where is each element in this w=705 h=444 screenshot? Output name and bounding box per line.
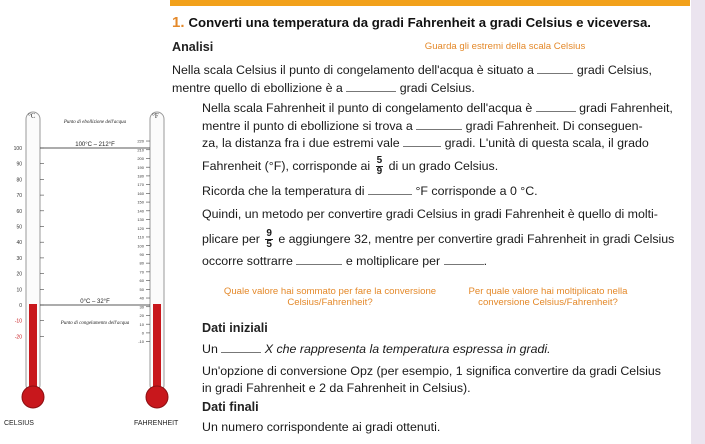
blank-distance[interactable]	[403, 135, 441, 147]
recall-text-end: °F corrisponde a 0 °C.	[415, 184, 538, 198]
blank-subtract[interactable]	[296, 253, 342, 265]
freezing-value: 0°C – 32°F	[80, 299, 110, 305]
celsius-line1-end: gradi Celsius,	[576, 63, 652, 77]
initial-line2: Un'opzione di conversione Opz (per esempio, 1 significa convertire da gradi Celsius	[202, 363, 661, 378]
fahrenheit-line4: Fahrenheit (°F), corrisponde ai	[202, 158, 371, 173]
celsius-tick-label: 70	[16, 193, 22, 200]
initial-data-heading: Dati iniziali	[202, 321, 268, 335]
boiling-value: 100°C – 212°F	[75, 142, 115, 148]
final-data-heading: Dati finali	[202, 400, 259, 414]
initial-line3: in gradi Fahrenheit e 2 da Fahrenheit in Celsius).	[202, 381, 471, 396]
celsius-tick-label: 30	[16, 255, 22, 262]
freezing-label: Punto di congelamento dell'acqua	[60, 321, 130, 326]
fahrenheit-tick-label: 50	[139, 286, 144, 292]
celsius-line1: Nella scala Celsius il punto di congelamento dell'acqua è situato a	[172, 63, 534, 77]
fahrenheit-line2: mentre il punto di ebollizione si trova a	[202, 118, 413, 133]
method-line3-end: .	[483, 253, 488, 268]
thermometer-illustration	[0, 104, 200, 444]
fahrenheit-paragraph	[202, 100, 692, 177]
method-line3: occorre sottrarre	[202, 253, 293, 268]
initial-line1: Un	[202, 342, 218, 356]
fahrenheit-line2-end: gradi Fahrenheit. Di conseguen-	[465, 118, 643, 133]
fahrenheit-tick-label: 170	[137, 182, 144, 188]
celsius-tick-label: 0	[19, 303, 22, 309]
fahrenheit-line1: Nella scala Fahrenheit il punto di congelamento dell'acqua è	[202, 101, 533, 115]
fahrenheit-tick-label: 70	[139, 269, 144, 275]
celsius-line2-end: gradi Celsius.	[399, 80, 475, 95]
blank-recall[interactable]	[368, 183, 412, 195]
fahrenheit-tick-label: 210	[137, 147, 144, 153]
initial-data-paragraph	[202, 341, 694, 398]
celsius-line2: mentre quello di ebollizione è a	[172, 80, 343, 95]
fahrenheit-unit: °F	[152, 112, 159, 120]
fahrenheit-tick-label: 60	[139, 278, 144, 284]
recall-text: Ricorda che la temperatura di	[202, 184, 365, 198]
method-line1: Quindi, un metodo per convertire gradi Celsius in gradi Fahrenheit è quello di molti-	[202, 207, 658, 221]
method-line3-mid: e moltiplicare per	[345, 253, 441, 268]
fahrenheit-tick-label: 160	[137, 190, 144, 196]
celsius-mercury	[29, 304, 37, 392]
fahrenheit-tick-label: 100	[137, 243, 144, 249]
blank-boiling-c[interactable]	[346, 80, 396, 92]
fahrenheit-bulb	[146, 386, 168, 408]
fraction-numerator: 5	[376, 155, 383, 167]
exercise-number: 1.	[172, 14, 185, 31]
celsius-bulb	[22, 386, 44, 408]
hint-added-value: Quale valore hai sommato per fare la conversione Celsius/Fahrenheit?	[223, 286, 437, 308]
fahrenheit-tick-label: -10	[138, 339, 144, 345]
exercise-title	[172, 14, 651, 31]
fahrenheit-tick-label: 90	[139, 252, 144, 258]
method-line2: plicare per	[202, 231, 260, 246]
fahrenheit-caption: FAHRENHEIT	[134, 420, 179, 427]
fahrenheit-tick-label: 110	[137, 234, 144, 240]
fahrenheit-line1-end: gradi Fahrenheit,	[579, 101, 673, 115]
fahrenheit-tick-label: 120	[137, 225, 144, 231]
recall-line	[202, 183, 538, 201]
method-paragraph	[202, 206, 694, 270]
fahrenheit-tick-label: 190	[137, 164, 144, 170]
fraction2-denominator: 5	[266, 238, 272, 250]
celsius-caption: CELSIUS	[4, 420, 34, 427]
fahrenheit-tick-label: 0	[141, 330, 144, 336]
fahrenheit-tick-label: 30	[139, 304, 144, 310]
fahrenheit-tick-label: 80	[139, 260, 144, 266]
celsius-tick-label: 40	[16, 240, 22, 247]
fahrenheit-tick-label: 10	[139, 321, 144, 327]
blank-boiling-f[interactable]	[416, 118, 462, 130]
final-data-line: Un numero corrispondente ai gradi ottenuti.	[202, 420, 441, 434]
fahrenheit-mercury	[153, 304, 161, 392]
blank-freezing-f[interactable]	[536, 100, 576, 112]
celsius-tick-label: 10	[16, 287, 22, 294]
fahrenheit-line3-end: gradi. L'unità di questa scala, il grado	[444, 136, 649, 151]
fahrenheit-tick-label: 220	[137, 138, 144, 144]
hint-multiplied-value: Per quale valore hai moltiplicato nella conversione Celsius/Fahrenheit?	[468, 286, 628, 308]
fahrenheit-tick-label: 130	[137, 217, 144, 223]
blank-type[interactable]	[221, 341, 261, 353]
celsius-tick-label: -10	[14, 318, 22, 325]
blank-freezing-c[interactable]	[537, 62, 573, 74]
method-line2-end: e aggiungere 32, mentre per convertire gradi Fahrenheit in gradi Celsius	[278, 231, 675, 246]
celsius-tick-label: 90	[16, 161, 22, 168]
celsius-unit: °C	[28, 112, 36, 120]
fahrenheit-tick-label: 140	[137, 208, 144, 214]
hint-celsius-extremes: Guarda gli estremi della scala Celsius	[424, 41, 586, 52]
fraction-5-9	[376, 156, 384, 177]
fahrenheit-tick-label: 150	[137, 199, 144, 205]
celsius-tick-label: 50	[16, 224, 22, 231]
fraction-denominator: 9	[376, 166, 383, 178]
celsius-tick-label: -20	[14, 334, 22, 341]
boiling-label: Punto di ebollizione dell'acqua	[63, 120, 127, 125]
fahrenheit-tick-label: 20	[139, 313, 144, 319]
fahrenheit-line3: za, la distanza fra i due estremi vale	[202, 136, 400, 151]
fahrenheit-tick-label: 40	[139, 295, 144, 301]
celsius-tick-label: 20	[16, 271, 22, 278]
analysis-heading: Analisi	[172, 40, 214, 54]
celsius-paragraph	[172, 62, 692, 97]
fahrenheit-tick-label: 180	[137, 173, 144, 179]
fahrenheit-tick-label: 200	[137, 156, 144, 162]
celsius-tick-label: 60	[16, 208, 22, 215]
fraction-9-5	[265, 229, 273, 250]
celsius-tick-label: 80	[16, 177, 22, 184]
fraction2-numerator: 9	[266, 227, 272, 239]
exercise-title-text: Converti una temperatura da gradi Fahrenheit a gradi Celsius e viceversa.	[188, 15, 651, 30]
celsius-tick-label: 100	[13, 146, 22, 152]
fahrenheit-scale	[137, 139, 150, 345]
header-stripe	[170, 0, 690, 6]
initial-line1-end: X che rappresenta la temperatura espressa in gradi.	[264, 342, 551, 356]
fahrenheit-line4-end: di un grado Celsius.	[388, 158, 499, 173]
blank-multiply[interactable]	[444, 253, 484, 265]
